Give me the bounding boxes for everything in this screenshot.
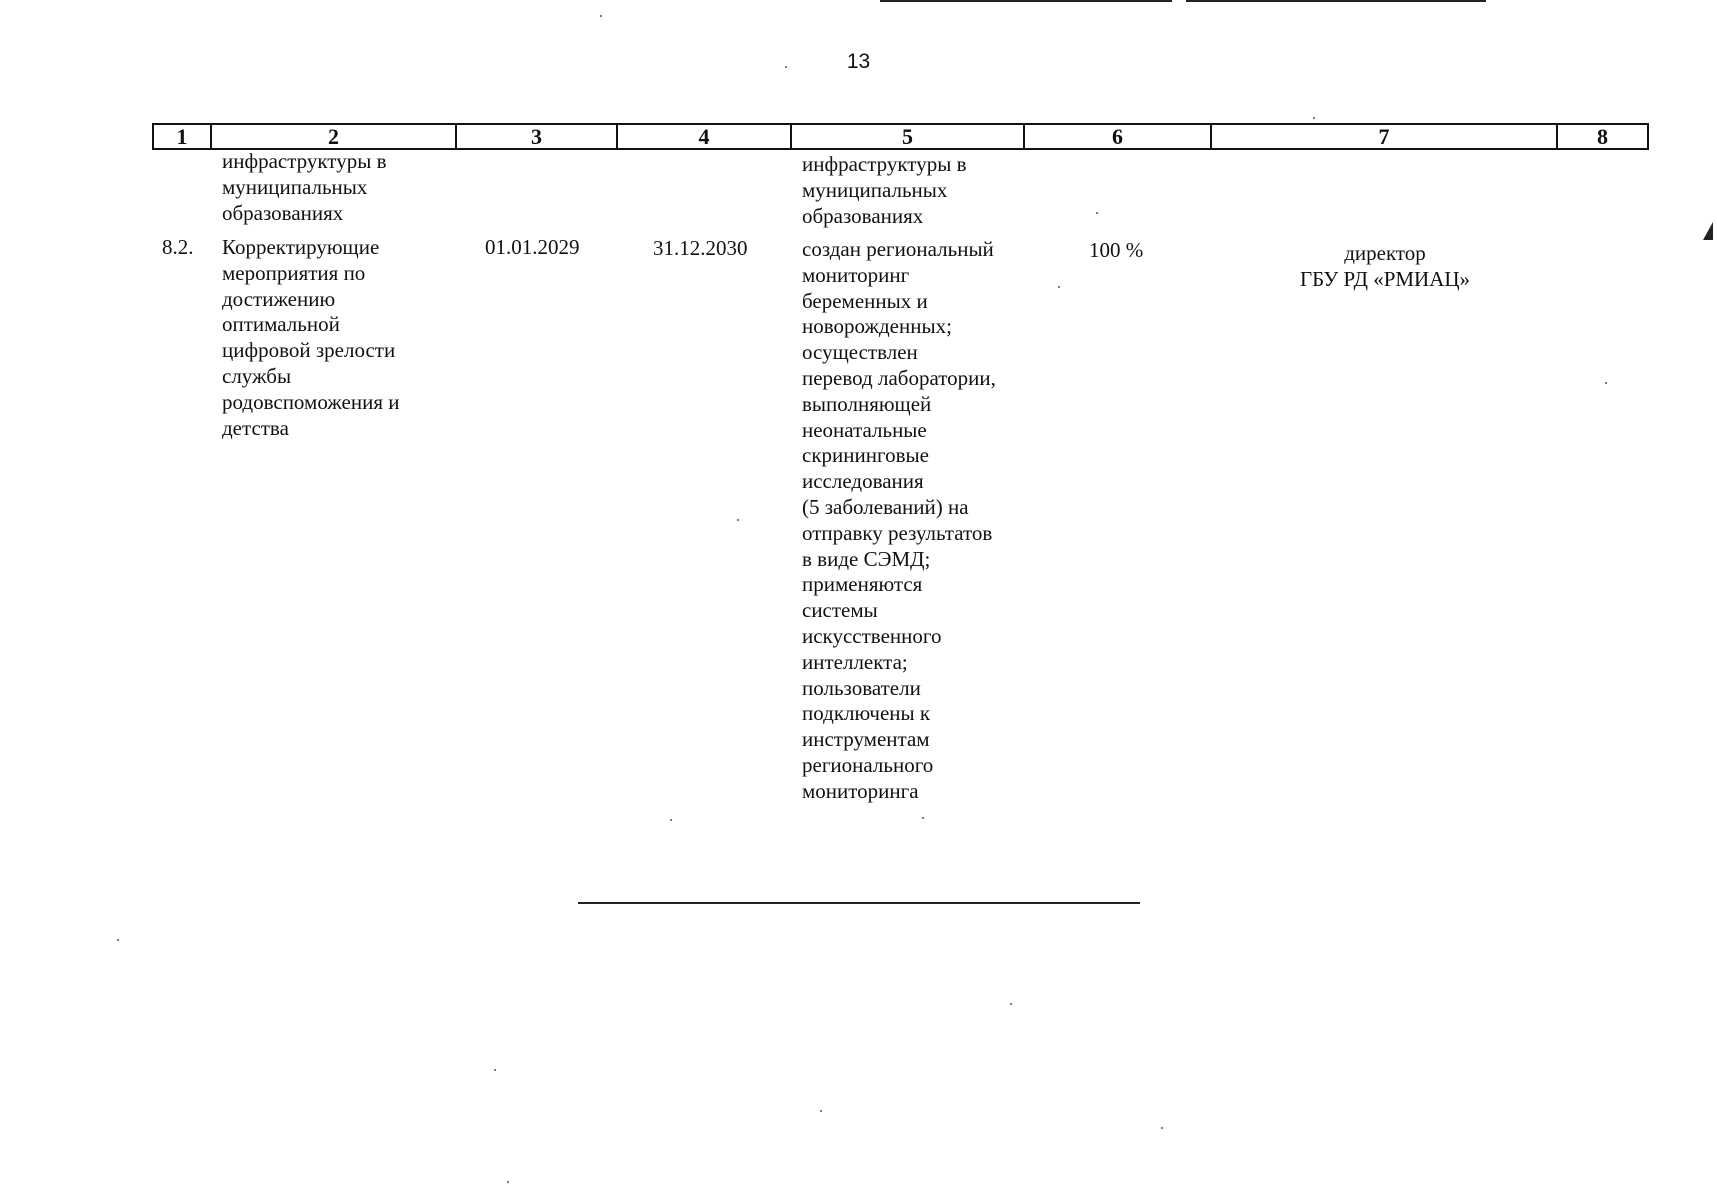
scan-speck (670, 819, 672, 821)
scan-speck (1096, 212, 1098, 214)
row-number: 8.2. (162, 235, 194, 259)
continued-row-col2: инфраструктуры в муниципальных образованиях (222, 149, 387, 225)
row-start-date: 01.01.2029 (485, 235, 580, 259)
scan-speck (785, 66, 787, 68)
scan-speck (117, 939, 119, 941)
scan-speck (507, 1181, 509, 1183)
top-edge-rule (880, 0, 1172, 2)
row-percent: 100 % (1089, 238, 1144, 262)
column-number-5: 5 (791, 124, 1024, 149)
scan-speck (494, 1069, 496, 1071)
page-number: 13 (846, 50, 871, 73)
column-number-8: 8 (1557, 124, 1648, 149)
row-name: Корректирующие мероприятия по достижению оптимальной цифровой зрелости службы родовспоможения и детства (222, 235, 400, 440)
scan-edge-mark (1703, 222, 1713, 240)
scan-speck (820, 1110, 822, 1112)
scan-speck (1313, 117, 1315, 119)
column-number-3: 3 (456, 124, 617, 149)
scan-speck (1605, 382, 1607, 384)
column-number-1: 1 (153, 124, 211, 149)
scan-speck (737, 519, 739, 521)
row-result: создан региональный мониторинг беременных и новорожденных; осуществлен перевод лаборатории, выполняющей неонатальные скрининговые исследования (5 заболеваний) на отправку результатов в виде СЭМД; применяются системы искусственного интеллекта; пользователи подключены к инструментам регионального мониторинга (802, 237, 996, 803)
continued-row-col5: инфраструктуры в муниципальных образованиях (802, 152, 967, 228)
column-number-2: 2 (211, 124, 456, 149)
row-end-date: 31.12.2030 (653, 236, 748, 260)
scan-speck (1058, 286, 1060, 288)
scan-speck (922, 817, 924, 819)
scan-speck (1161, 1127, 1163, 1129)
column-number-7: 7 (1211, 124, 1557, 149)
column-number-header (152, 123, 1649, 150)
column-number-4: 4 (617, 124, 791, 149)
top-edge-rule (1186, 0, 1486, 2)
end-of-table-rule (578, 902, 1140, 904)
scan-speck (600, 15, 602, 17)
row-responsible: директор ГБУ РД «РМИАЦ» (1299, 241, 1471, 291)
scan-speck (1010, 1003, 1012, 1005)
column-number-6: 6 (1024, 124, 1211, 149)
